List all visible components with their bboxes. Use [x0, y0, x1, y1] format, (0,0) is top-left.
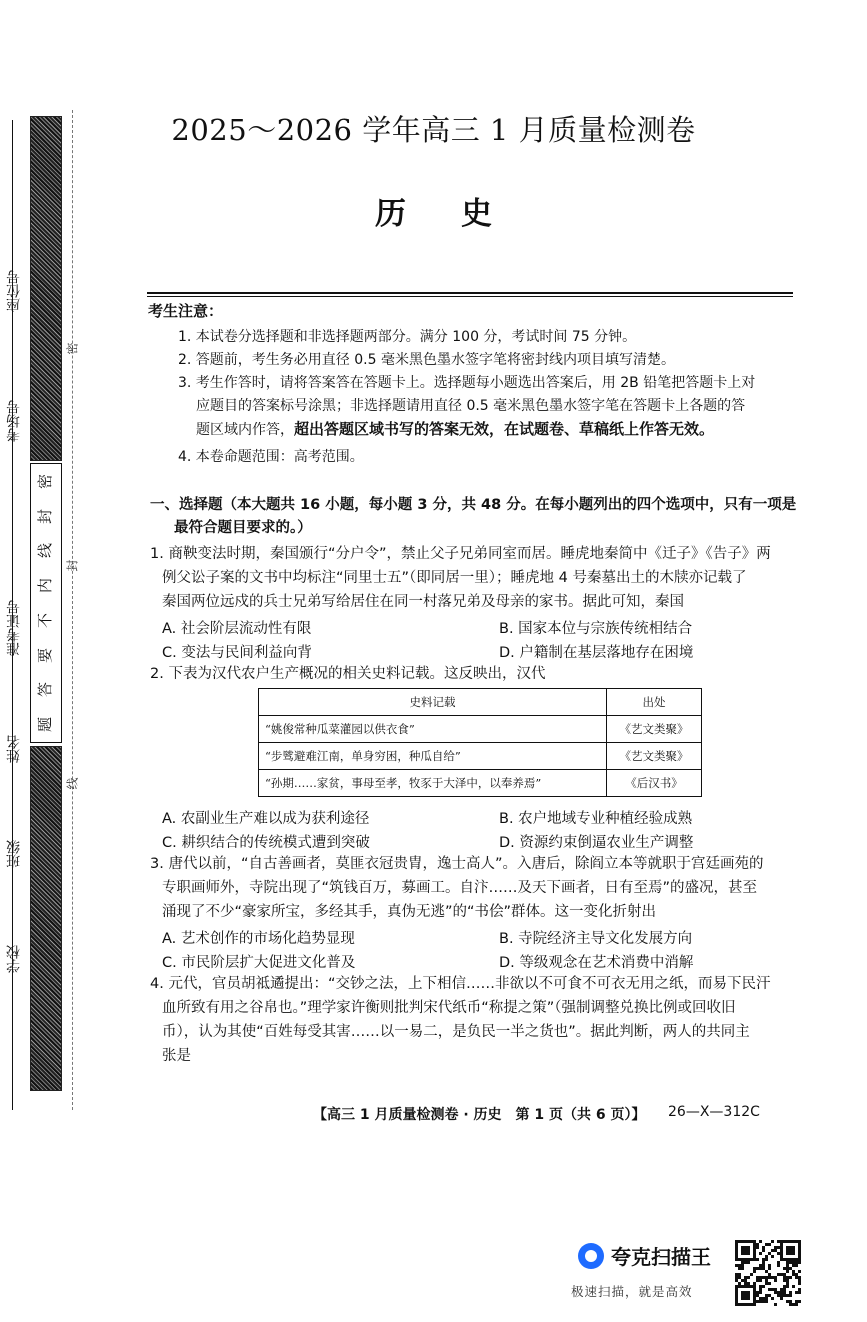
qr-module: [759, 1252, 762, 1255]
qr-module: [777, 1264, 780, 1267]
q1-option-a: A. 社会阶层流动性有限: [162, 621, 312, 637]
seal-char: 要: [36, 647, 55, 663]
hatched-band-top: [30, 116, 62, 461]
notice-item: 3. 考生作答时，请将答案答在答题卡上。选择题每小题选出答案后，用 2B 铅笔把答题卡上对: [178, 375, 756, 391]
table-cell: 《艺文类聚》: [607, 743, 702, 770]
scanner-brand: 夸克扫描王: [611, 1245, 711, 1269]
qr-module: [741, 1267, 744, 1270]
qr-module: [759, 1240, 762, 1243]
qr-code-icon: [735, 1240, 801, 1306]
q4-stem: 4. 元代，官员胡祗遹提出：“交钞之法，上下相信……非欲以不可食不可衣无用之纸，而易下民汗: [150, 976, 771, 992]
seal-dashed-line: [72, 110, 73, 1110]
admission-number-label: 准考证号: [6, 600, 22, 656]
qr-module: [747, 1276, 750, 1279]
qr-module: [795, 1264, 798, 1267]
q2-option-c: C. 耕织结合的传统模式遭到突破: [162, 835, 370, 851]
qr-module: [747, 1261, 750, 1264]
seal-char: 线: [36, 543, 55, 559]
qr-module: [762, 1249, 765, 1252]
qr-module: [759, 1291, 762, 1294]
qr-module: [762, 1285, 765, 1288]
seal-char: 内: [36, 578, 55, 594]
notice-item: 1. 本试卷分选择题和非选择题两部分。满分 100 分，考试时间 75 分钟。: [178, 329, 637, 345]
dash-char: 密: [65, 342, 80, 355]
qr-module: [798, 1270, 801, 1273]
table-row: [259, 770, 702, 797]
q1-option-c: C. 变法与民间利益向背: [162, 645, 312, 661]
qr-module: [774, 1279, 777, 1282]
qr-module: [786, 1285, 789, 1288]
q3-option-d: D. 等级观念在艺术消费中消解: [499, 955, 694, 971]
q2-option-b: B. 农户地域专业种植经验成熟: [499, 811, 693, 827]
q2-option-d: D. 资源约束倒逼农业生产调整: [499, 835, 694, 851]
scanner-slogan: 极速扫描，就是高效: [571, 1284, 693, 1299]
qr-module: [795, 1303, 798, 1306]
q3-stem: 3. 唐代以前，“自古善画者，莫匪衣冠贵胄，逸士高人”。入唐后，除阎立本等就职于宫廷画苑的: [150, 856, 764, 872]
q3-option-a: A. 艺术创作的市场化趋势显现: [162, 931, 355, 947]
page-footer: 【高三 1 月质量检测卷 · 历史 第 1 页（共 6 页）】: [313, 1107, 646, 1123]
q2-stem: 2. 下表为汉代农户生产概况的相关史料记载。这反映出，汉代: [150, 666, 546, 682]
table-header: 出处: [607, 689, 702, 716]
qr-module: [747, 1252, 750, 1255]
q3-option-c: C. 市民阶层扩大促进文化普及: [162, 955, 356, 971]
table-row: [259, 716, 702, 743]
notice-item: 应题目的答案标号涂黑；非选择题请用直径 0.5 毫米黑色墨水签字笔在答题卡上各题的答: [196, 398, 746, 414]
header-rule: [147, 292, 793, 294]
table-cell: 《后汉书》: [607, 770, 702, 797]
table-header-row: [259, 689, 702, 716]
qr-module: [786, 1270, 789, 1273]
qr-module: [792, 1252, 795, 1255]
q1-stem: 1. 商鞅变法时期，秦国颁行“分户令”，禁止父子兄弟同室而居。睡虎地秦简中《迁子》《告子》两: [150, 546, 771, 562]
qr-module: [798, 1261, 801, 1264]
qr-module: [747, 1297, 750, 1300]
qr-module: [780, 1297, 783, 1300]
exam-room-label: 考场号: [6, 400, 22, 442]
qr-module: [768, 1282, 771, 1285]
table-row: [259, 743, 702, 770]
q4-stem: 张是: [162, 1048, 191, 1064]
table-cell: “孙期……家贫，事母至孝，牧豕于大泽中，以奉养焉”: [259, 770, 607, 797]
section-heading-cont: 最符合题目要求的。）: [174, 520, 312, 536]
notice-item: 2. 答题前，考生务必用直径 0.5 毫米黑色墨水签字笔将密封线内项目填写清楚。: [178, 352, 675, 368]
subject-title: 历史: [375, 196, 547, 232]
table-cell: “姚俊常种瓜菜灌园以供衣食”: [259, 716, 607, 743]
exam-title: 2025～2026 学年高三 1 月质量检测卷: [171, 113, 696, 147]
qr-module: [771, 1240, 774, 1243]
q1-stem: 例父讼子案的文书中均标注“同里士五”（即同居一里）；睡虎地 4 号秦墓出土的木牍亦记载了: [162, 570, 747, 586]
table-cell: 《艺文类聚》: [607, 716, 702, 743]
qr-module: [789, 1276, 792, 1279]
class-label: 班级: [6, 840, 22, 868]
qr-module: [789, 1294, 792, 1297]
qr-module: [756, 1246, 759, 1249]
notice-item: [196, 418, 796, 442]
q3-option-b: B. 寺院经济主导文化发展方向: [499, 931, 693, 947]
table-cell: “步骘避难江南，单身穷困，种瓜自给”: [259, 743, 607, 770]
q3-stem: 涌现了不少“豪家所宝，多经其手，真伪无逃”的“书侩”群体。这一变化折射出: [162, 904, 657, 920]
dash-char: 封: [65, 559, 80, 572]
seal-char: 不: [36, 612, 55, 628]
seal-notice-box: [30, 463, 62, 743]
qr-module: [765, 1300, 768, 1303]
hatched-band-bottom: [30, 746, 62, 1091]
seal-char: 题: [36, 717, 55, 733]
qr-module: [771, 1255, 774, 1258]
qr-module: [798, 1300, 801, 1303]
qr-module: [756, 1258, 759, 1261]
q4-stem: 币），认为其使“百姓每受其害……以一易二，是负民一半之货也”。据此判断，两人的共同主: [162, 1024, 750, 1040]
seal-char: 密: [36, 473, 55, 489]
name-label: 姓名: [6, 735, 22, 763]
q1-option-b: B. 国家本位与宗族传统相结合: [499, 621, 693, 637]
q2-option-a: A. 农副业生产难以成为获利途径: [162, 811, 370, 827]
notice-emphasis: 超出答题区域书写的答案无效，在试题卷、草稿纸上作答无效。: [294, 420, 715, 438]
q1-stem: 秦国两位远戍的兵士兄弟写给居住在同一村落兄弟及母亲的家书。据此可知，秦国: [162, 594, 684, 610]
qr-module: [753, 1303, 756, 1306]
qr-module: [759, 1279, 762, 1282]
q3-stem: 专职画师外，寺院出现了“筑钱百万，募画工。自汴……及天下画者，日有至焉”的盛况，甚至: [162, 880, 758, 896]
quark-logo-icon: [578, 1243, 604, 1269]
notice-text: 题区域内作答，: [196, 422, 294, 438]
qr-module: [774, 1303, 777, 1306]
seal-char: 封: [36, 508, 55, 524]
qr-module: [765, 1258, 768, 1261]
seat-number-label: 座位号: [6, 270, 22, 312]
q1-option-d: D. 户籍制在基层落地存在困境: [499, 645, 694, 661]
q4-stem: 血所致有用之谷帛也。”理学家许衡则批判宋代纸币“称提之策”（强制调整兑换比例或回收旧: [162, 1000, 736, 1016]
header-rule-thin: [147, 296, 793, 297]
dash-char: 线: [65, 777, 80, 790]
qr-module: [771, 1297, 774, 1300]
section-heading: 一、选择题（本大题共 16 小题，每小题 3 分，共 48 分。在每小题列出的四个选项中，只有一项是: [150, 497, 797, 513]
qr-module: [792, 1285, 795, 1288]
qr-module: [768, 1267, 771, 1270]
seal-char: 答: [36, 682, 55, 698]
table-header: 史料记载: [259, 689, 607, 716]
notice-item: 4. 本卷命题范围：高考范围。: [178, 449, 364, 465]
qr-module: [753, 1270, 756, 1273]
school-label: 学校: [6, 945, 22, 973]
qr-module: [798, 1291, 801, 1294]
q2-source-table: [258, 688, 702, 797]
notice-heading: 考生注意：: [148, 302, 224, 320]
qr-module: [798, 1282, 801, 1285]
qr-module: [750, 1273, 753, 1276]
qr-module: [768, 1243, 771, 1246]
paper-code: 26—X—312C: [668, 1104, 760, 1120]
